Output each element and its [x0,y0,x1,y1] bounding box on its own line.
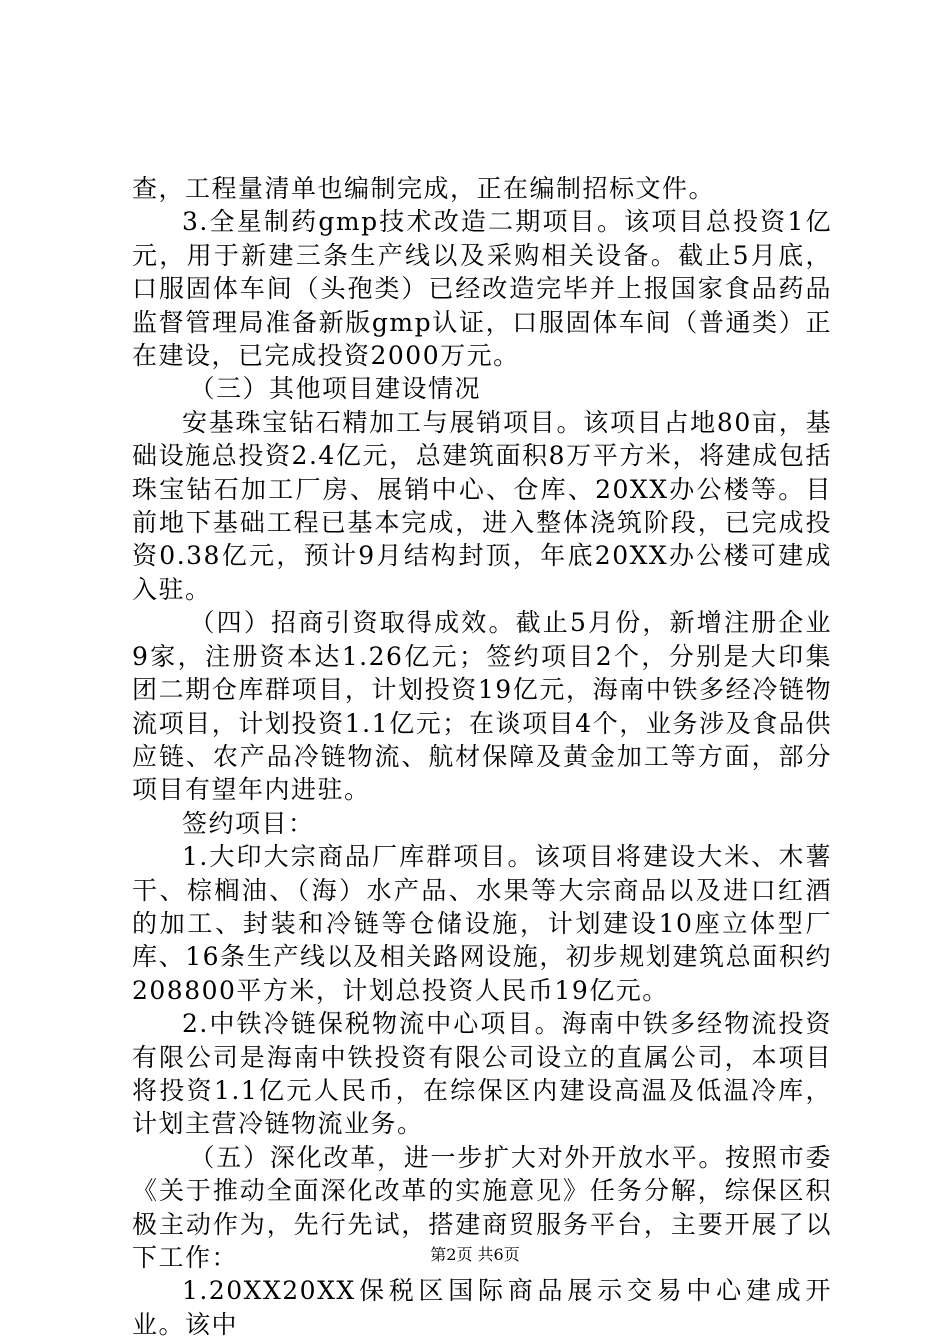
paragraph-signed-2: 2.中铁冷链保税物流中心项目。海南中铁多经物流投资有限公司是海南中铁投资有限公司设立的直属公司，本项目将投资1.1亿元人民币，在综保区内建设高温及低温冷库，计划主营冷链物流业务。 [132,1009,832,1139]
paragraph-anji-project: 安基珠宝钻石精加工与展销项目。该项目占地80亩，基础设施总投资2.4亿元，总建筑面积8万平方米，将建成包括珠宝钻石加工厂房、展销中心、仓库、20XX办公楼等。目前地下基础工程已基本完成，进入整体浇筑阶段，已完成投资0.38亿元，预计9月结构封顶，年底20XX办公楼可建成入驻。 [132,407,832,604]
document-body [132,172,832,1341]
signed-projects-label: 签约项目： [182,808,315,838]
paragraph-signed-1: 1.大印大宗商品厂库群项目。该项目将建设大米、木薯干、棕榈油、（海）水产品、水果等大宗商品以及进口红酒的加工、封装和冷链等仓储设施，计划建设10座立体型厂库、16条生产线以及相关路网设施，初步规划建筑总面积约208800平方米，计划总投资人民币19亿元。 [132,842,832,1005]
paragraph-reform-1: 1.20XX20XX保税区国际商品展示交易中心建成开业。该中 [132,1276,832,1339]
section-heading-3: （三）其他项目建设情况 [189,374,482,404]
page-footer: 第2页 共6页 [430,1245,520,1264]
section-heading-5: （五）深化改革，进一步扩大对外开放水平。按照市委《关于推动全面深化改革的实施意见》任务分解，综保区积极主动作为，先行先试，搭建商贸服务平台，主要开展了以下工作： [132,1142,832,1272]
paragraph-item-3: 3.全星制药gmp技术改造二期项目。该项目总投资1亿元，用于新建三条生产线以及采购相关设备。截止5月底，口服固体车间（头孢类）已经改造完毕并上报国家食品药品监督管理局准备新版gmp认证，口服固体车间（普通类）正在建设，已完成投资2000万元。 [132,207,832,371]
section-heading-4: （四）招商引资取得成效。截止5月份，新增注册企业9家，注册资本达1.26亿元；签约项目2个，分别是大印集团二期仓库群项目，计划投资19亿元，海南中铁多经冷链物流项目，计划投资1.1亿元；在谈项目4个，业务涉及食品供应链、农产品冷链物流、航材保障及黄金加工等方面，部分项目有望年内进驻。 [132,608,832,805]
paragraph-continuation: 查，工程量清单也编制完成，正在编制招标文件。 [132,174,716,203]
